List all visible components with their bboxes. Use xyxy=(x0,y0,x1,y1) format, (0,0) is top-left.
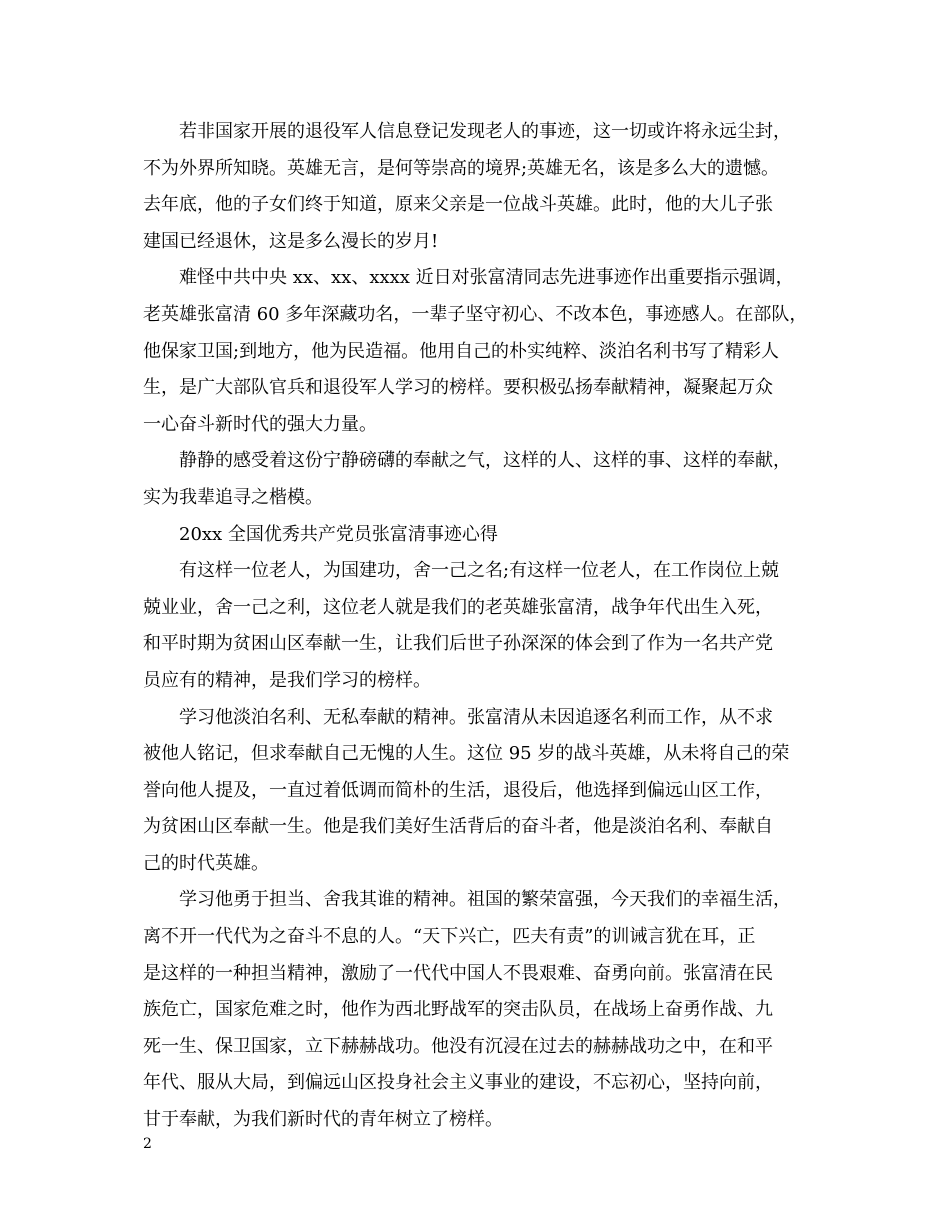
paragraph-line: 兢业业，舍一己之利，这位老人就是我们的老英雄张富清，战争年代出生入死， xyxy=(143,596,773,618)
paragraph-first-line: 若非国家开展的退役军人信息登记发现老人的事迹，这一切或许将永远尘封， xyxy=(179,121,791,142)
paragraph-line: 族危亡，国家危难之时，他作为西北野战军的突击队员，在战场上奋勇作战、九 xyxy=(143,999,773,1021)
paragraph-first-line: 难怪中共中央 xx、xx、xxxx 近日对张富清同志先进事迹作出重要指示强调， xyxy=(179,267,794,289)
paragraph-line: 死一生、保卫国家，立下赫赫战功。他没有沉浸在过去的赫赫战功之中，在和平 xyxy=(143,1035,773,1057)
paragraph-line: 年代、服从大局，到偏远山区投身社会主义事业的建设，不忘初心，坚持向前， xyxy=(143,1072,773,1094)
paragraph-line: 一心奋斗新时代的强大力量。 xyxy=(143,413,377,435)
paragraph-line: 他保家卫国;到地方，他为民造福。他用自己的朴实纯粹、淡泊名利书写了精彩人 xyxy=(143,340,780,362)
paragraph-line: 誉向他人提及，一直过着低调而简朴的生活，退役后，他选择到偏远山区工作， xyxy=(143,779,773,801)
document-body xyxy=(143,114,833,1139)
paragraph-line: 离不开一代代为之奋斗不息的人。“天下兴亡，匹夫有责”的训诫言犹在耳，正 xyxy=(143,926,756,948)
paragraph-line: 去年底，他的子女们终于知道，原来父亲是一位战斗英雄。此时，他的大儿子张 xyxy=(143,194,773,216)
paragraph-line: 是这样的一种担当精神，激励了一代代中国人不畏艰难、奋勇向前。张富清在民 xyxy=(143,962,773,984)
paragraph-line: 生，是广大部队官兵和退役军人学习的榜样。要积极弘扬奉献精神，凝聚起万众 xyxy=(143,377,773,399)
paragraph-line: 不为外界所知晓。英雄无言，是何等崇高的境界;英雄无名，该是多么大的遗憾。 xyxy=(143,157,780,179)
page-number: 2 xyxy=(143,1136,152,1152)
paragraph-line: 老英雄张富清 60 多年深藏功名，一辈子坚守初心、不改本色，事迹感人。在部队， xyxy=(143,303,808,325)
paragraph-line: 员应有的精神，是我们学习的榜样。 xyxy=(143,669,431,691)
paragraph-line: 建国已经退休，这是多么漫长的岁月! xyxy=(143,230,439,252)
paragraph-first-line: 有这样一位老人，为国建功，舍一己之名;有这样一位老人，在工作岗位上兢 xyxy=(179,560,780,582)
paragraph-line: 被他人铭记，但求奉献自己无愧的人生。这位 95 岁的战斗英雄，从未将自己的荣 xyxy=(143,743,790,765)
paragraph-first-line: 静静的感受着这份宁静磅礴的奉献之气，这样的人、这样的事、这样的奉献， xyxy=(179,450,791,472)
paragraph-first-line: 20xx 全国优秀共产党员张富清事迹心得 xyxy=(179,523,498,545)
paragraph-line: 为贫困山区奉献一生。他是我们美好生活背后的奋斗者，他是淡泊名利、奉献自 xyxy=(143,816,773,838)
paragraph-first-line: 学习他勇于担当、舍我其谁的精神。祖国的繁荣富强，今天我们的幸福生活， xyxy=(179,889,791,911)
paragraph-line: 己的时代英雄。 xyxy=(143,852,269,874)
paragraph-line: 甘于奉献，为我们新时代的青年树立了榜样。 xyxy=(143,1109,503,1131)
paragraph-first-line: 学习他淡泊名利、无私奉献的精神。张富清从未因追逐名利而工作，从不求 xyxy=(179,706,773,728)
paragraph-line: 实为我辈追寻之楷模。 xyxy=(143,486,323,508)
paragraph-line: 和平时期为贫困山区奉献一生，让我们后世子孙深深的体会到了作为一名共产党 xyxy=(143,633,773,655)
